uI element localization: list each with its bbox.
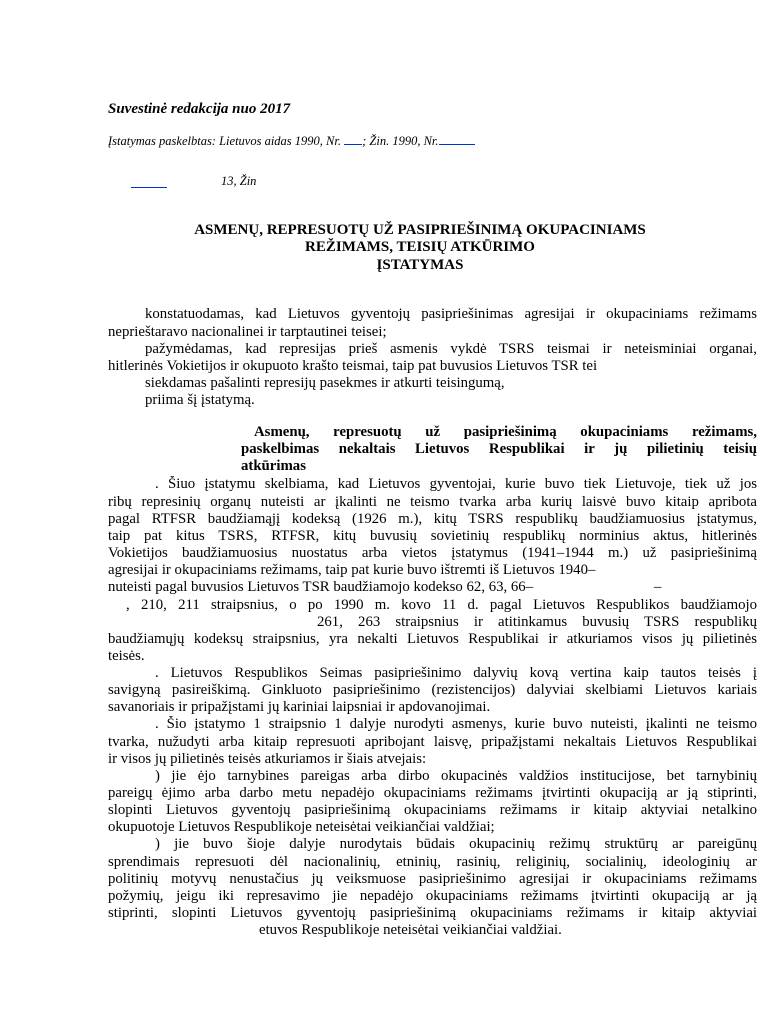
article-1-text-line: agresijai ir okupaciniams režimams, taip pat kurie buvo ištremti iš Lietuvos 1940– <box>108 562 596 578</box>
preamble-line: siekdamas pašalinti represijų pasekmes ir atkurti teisingumą, <box>145 375 505 391</box>
law-title-line-1: ASMENŲ, REPRESUOTŲ UŽ PASIPRIEŠINIMĄ OKUPACINIAMS <box>194 222 646 238</box>
article-1-text-line: Vokietijos baudžiamuosius nuostatus arba vietos įstatymus (1941–1944 m.) už pasipriešinimą <box>108 545 757 561</box>
point-1-text-line: okupuotoje Lietuvos Respublikoje neteisėtai veikiančiai valdžiai; <box>108 819 495 835</box>
article-1-text-line: teisės. <box>108 648 145 664</box>
issue-number-blank-3[interactable] <box>131 176 167 188</box>
preamble-line: pažymėdamas, kad represijas prieš asmenis vykdė TSRS teismai ir neteisminiai organai, <box>145 341 757 357</box>
article-2-text-line: . Lietuvos Respublikos Seimas pasipriešinimo dalyvių kovą vertina kaip tautos teisės į <box>155 665 757 681</box>
publication-note-third-line: 13, Žin <box>221 174 257 188</box>
preamble-line: neprieštaravo nacionalinei ir tarptautinei teisei; <box>108 324 387 340</box>
point-1-text-line: slopinti Lietuvos gyventojų pasipriešinimą okupaciniams režimams ir kitaip aktyviai netalkino <box>108 802 757 818</box>
law-title-line-3: ĮSTATYMAS <box>376 257 464 273</box>
point-2-text-line: ) jie buvo šioje dalyje nurodytais būdais okupacinių režimų struktūrų ar pareigūnų <box>155 836 757 852</box>
article-1-text-line: nuteisti pagal buvusios Lietuvos TSR baudžiamojo kodekso 62, 63, 66– <box>108 579 534 595</box>
article-2-text-line: savigyną pasireiškimą. Ginkluoto pasipriešinimo (rezistencijos) dalyviai skelbiami Lietuvos kariais <box>108 682 757 698</box>
article-1-dash: – <box>654 579 662 595</box>
point-2-text-line: požymių, jeigu iki represavimo jie nepadėjo okupaciniams režimams įtvirtinti okupaciją ar ją <box>108 888 757 904</box>
law-title-line-2: REŽIMAMS, TEISIŲ ATKŪRIMO <box>305 239 535 255</box>
publication-note <box>108 133 475 149</box>
preamble-line: hitlerinės Vokietijos ir okupuoto krašto teismai, taip pat buvusios Lietuvos TSR tei <box>108 358 598 374</box>
preamble-enacting-clause: priima šį įstatymą. <box>145 392 255 408</box>
article-1-text-line: 261, 263 straipsnius ir atitinkamus buvusių TSRS respublikų <box>317 614 757 630</box>
article-1-heading-line: Asmenų, represuotų už pasipriešinimą okupaciniams režimams, <box>254 424 757 440</box>
article-1-text-line: baudžiamųjų kodeksų straipsnius, yra nekalti Lietuvos Respublikai ir atkuriamos visos jų pilietinės <box>108 631 757 647</box>
article-1-heading-line: atkūrimas <box>241 458 306 474</box>
article-1-text-line: taip pat kitus TSRS, RTFSR, kitų buvusių sovietinių respublikų norminius aktus, hitlerinės <box>108 528 757 544</box>
publication-note-prefix: Įstatymas paskelbtas: Lietuvos aidas 1990, Nr. <box>108 134 345 148</box>
consolidated-version-label: Suvestinė redakcija nuo 2017 <box>108 101 291 117</box>
article-2-text-line: savanoriais ir pripažįstami jų kariniai laipsniai ir apdovanojimai. <box>108 699 491 715</box>
point-2-text-line: sprendimais represuoti dėl nacionalinių, etninių, rasinių, religinių, socialinių, ideologinių ar <box>108 854 757 870</box>
article-1-text-line: pagal RTFSR baudžiamąjį kodeksą (1926 m.), kitų TSRS respublikų baudžiamuosius įstatymus, <box>108 511 757 527</box>
article-1-text-line: , 210, 211 straipsnius, o po 1990 m. kovo 11 d. pagal Lietuvos Respublikos baudžiamojo <box>126 597 757 613</box>
issue-number-blank-1[interactable] <box>344 133 362 145</box>
preamble-line: konstatuodamas, kad Lietuvos gyventojų pasipriešinimas agresijai ir okupaciniams režimams <box>145 306 757 322</box>
article-1-heading-line: paskelbimas nekaltais Lietuvos Respublikai ir jų pilietinių teisių <box>241 441 757 457</box>
article-3-text-line: . Šio įstatymo 1 straipsnio 1 dalyje nurodyti asmenys, kurie buvo nuteisti, įkalinti ne teismo <box>155 716 757 732</box>
article-1-text-line: ribų represinių organų nuteisti ar įkalinti ne teismo tvarka arba kurių laisvė buvo kitaip apribota <box>108 494 757 510</box>
issue-number-blank-2[interactable] <box>439 133 475 145</box>
point-1-text-line: ) jie ėjo tarnybines pareigas arba dirbo okupacinės valdžios institucijose, bet tarnybinių <box>155 768 757 784</box>
article-3-text-line: ir visos jų pilietinės teisės atkuriamos ir šiais atvejais: <box>108 751 427 767</box>
point-2-text-line: etuvos Respublikoje neteisėtai veikiančiai valdžiai. <box>259 922 562 938</box>
article-1-text-line: . Šiuo įstatymu skelbiama, kad Lietuvos gyventojai, kurie buvo tiek Lietuvoje, tiek už jos <box>155 476 757 492</box>
publication-note-mid: ; Žin. 1990, Nr. <box>362 134 439 148</box>
point-1-text-line: pareigų ėjimo arba darbo metu nepadėjo okupaciniams režimams įtvirtinti okupaciją ar ją stiprinti, <box>108 785 757 801</box>
article-3-text-line: tvarka, nužudyti arba kitaip represuoti apribojant laisvę, pripažįstami nekaltais Lietuvos Respublikai <box>108 734 757 750</box>
point-2-text-line: stiprinti, slopinti Lietuvos gyventojų pasipriešinimą okupaciniams režimams ir kitaip aktyviai <box>108 905 757 921</box>
point-2-text-line: politinių motyvų nenustačius jų veiksmuose pasipriešinimo agresijai ir okupaciniams režimams <box>108 871 757 887</box>
